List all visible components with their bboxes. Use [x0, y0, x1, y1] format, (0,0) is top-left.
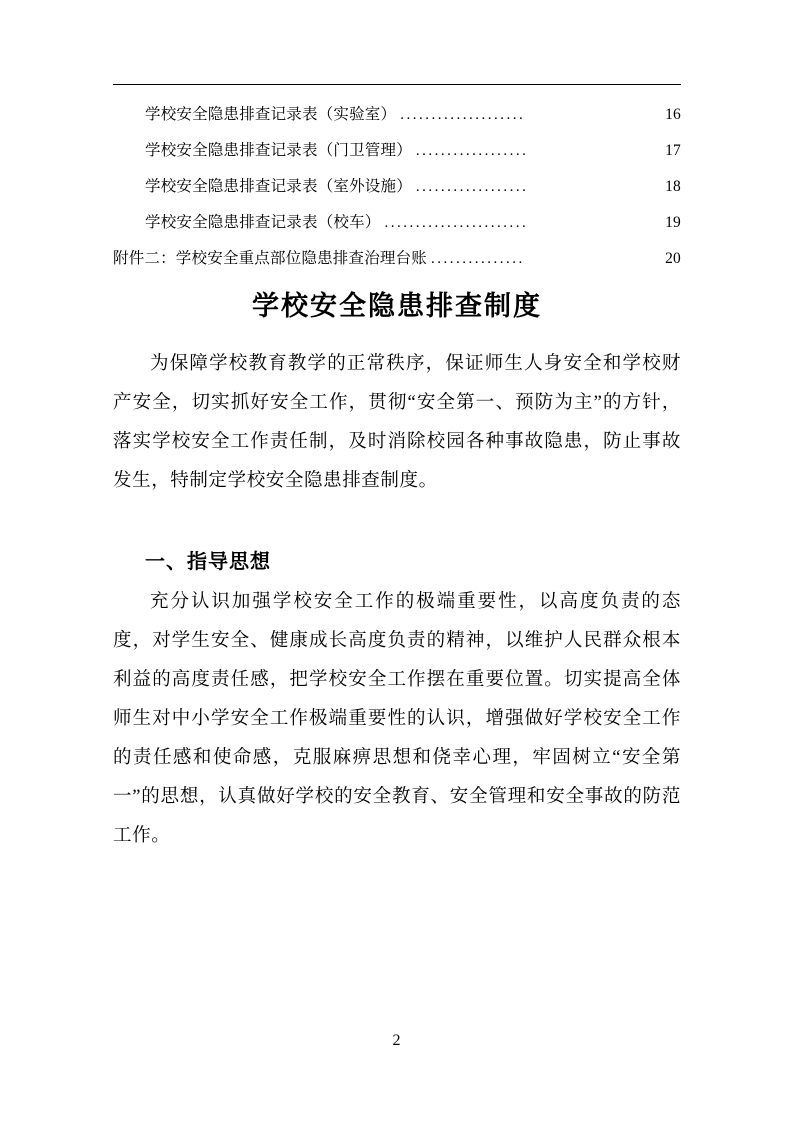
toc-entry[interactable] [113, 97, 681, 133]
toc-entry-page: 20 [665, 250, 681, 267]
toc-leader-dots: ............... [431, 251, 525, 267]
page-content [113, 84, 681, 862]
section-heading-1: 一、指导思想 [145, 549, 271, 573]
toc-entry[interactable] [113, 169, 681, 205]
toc-entry-title: 学校安全隐患排查记录表（实验室） [145, 106, 397, 123]
toc-entry-page: 16 [665, 106, 681, 123]
page-title: 学校安全隐患排查制度 [252, 291, 542, 322]
section-paragraph-1: 充分认识加强学校安全工作的极端重要性，以高度负责的态度，对学生安全、健康成长高度负责的精神，以维护人民群众根本利益的高度责任感，把学校安全工作摆在重要位置。切实提高全体师生对中小学安全工作极端重要性的认识，增强做好学校安全工作的责任感和使命感，克服麻痹思想和侥幸心理，牢固树立“安全第一”的思想，认真做好学校的安全教育、安全管理和安全事故的防范工作。 [113, 592, 681, 846]
table-of-contents [113, 97, 681, 277]
toc-entry[interactable] [113, 205, 681, 241]
toc-entry[interactable] [113, 133, 681, 169]
toc-entry-title: 附件二：学校安全重点部位隐患排查治理台账 [113, 250, 428, 267]
toc-entry-page: 17 [665, 142, 681, 159]
toc-entry-title: 学校安全隐患排查记录表（室外设施） [145, 178, 412, 195]
toc-entry-page: 19 [665, 214, 681, 231]
header-rule [113, 84, 681, 85]
toc-entry-page: 18 [665, 178, 681, 195]
toc-leader-dots: .................... [400, 107, 526, 123]
toc-entry-title: 学校安全隐患排查记录表（校车） [145, 214, 381, 231]
toc-leader-dots: .................. [415, 179, 529, 195]
section-spacer [113, 507, 681, 525]
toc-leader-dots: .................. [415, 143, 529, 159]
toc-entry-title: 学校安全隐患排查记录表（门卫管理） [145, 142, 412, 159]
footer-page-number: 2 [392, 1032, 401, 1049]
intro-paragraph: 为保障学校教育教学的正常秩序，保证师生人身安全和学校财产安全，切实抓好安全工作，贯彻“安全第一、预防为主”的方针，落实学校安全工作责任制，及时消除校园各种事故隐患，防止事故发生，特制定学校安全隐患排查制度。 [113, 354, 681, 491]
toc-entry[interactable] [113, 241, 681, 277]
toc-leader-dots: ....................... [384, 215, 529, 231]
